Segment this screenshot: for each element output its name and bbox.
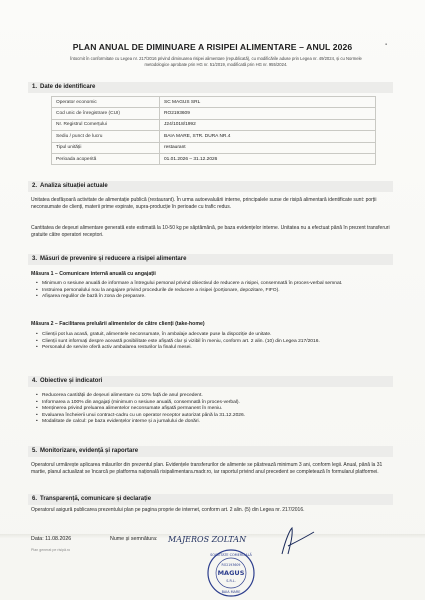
signature-handwriting: MAJEROS ZOLTAN bbox=[168, 535, 247, 544]
list-item: • Afișarea regulilor de bază în zona de preparare. bbox=[36, 294, 386, 301]
list-item: • Personalul de servire oferă activ ambalarea resturilor la finalul mesei. bbox=[36, 345, 386, 352]
transparency-paragraph: Operatorul asigură publicarea prezentului plan pe pagina proprie de internet, conform art. 2 alin. (5) din Legea nr. 217/2016. bbox=[31, 507, 305, 513]
table-row: Nr. Registrul Comerțului J24/1018/1992 bbox=[52, 119, 376, 130]
signature-date: Data: 11.08.2026 bbox=[31, 536, 72, 542]
monitoring-paragraph: Operatorul urmărește aplicarea măsurilor din prezentul plan. Evidențele transferurilor de alimente se păstrează minimum 3 ani, conform legii. Anual, până la 31 martie, planul actualizat se încarcă pe platforma națională risipalimentara.madr.ro, iar raportul privind anul precedent se completează în formularul platformei. bbox=[31, 462, 383, 475]
analysis-paragraph-2: Cantitatea de deșeuri alimentare generată este estimată la 10-50 kg pe săptămână, pe baza evidențelor interne. Unitatea nu a efectuat până în prezent transferuri gratuite către operatori receptori. bbox=[31, 225, 390, 238]
list-item: • Instruirea personalului nou la angajare privind procedurile de reducere a risipei (porționare, depozitare, FIFO). bbox=[36, 288, 386, 295]
table-row: Operator economic SC MAGUS SRL bbox=[52, 97, 376, 108]
identification-table bbox=[51, 96, 376, 165]
section-3-header: 3. Măsuri de prevenire și reducere a risipei alimentare bbox=[28, 254, 393, 265]
analysis-paragraph-1: Unitatea desfășoară activitate de alimentație publică (restaurant). În urma autoevaluării interne, principalele surse de risipă alimentară identificate sunt: porții neconsumate de clienți, materii prime expirate, supra-producție în perioade cu trafic redus. bbox=[31, 197, 377, 210]
measure-2-title: Măsura 2 – Facilitarea preluării alimentelor de către clienți (take-home) bbox=[31, 321, 205, 327]
section-1-header: 1. Date de identificare bbox=[28, 82, 393, 93]
table-row: Tipul unității restaurant bbox=[52, 142, 376, 153]
corner-mark: ▪ bbox=[385, 42, 388, 48]
list-item: • Clienții pot lua acasă, gratuit, alimentele neconsumate, în ambalaje adecvate puse la dispoziție de unitate. bbox=[36, 332, 386, 339]
document-subtitle: Întocmit în conformitate cu Legea nr. 217/2016 privind diminuarea risipei alimentare (republicată), cu modificările aduse prin Legea nr. 49/2024, și cu Normele metodologice aprobate prin HG nr. 51/2019, modificată prin HG nr. 955/2024. bbox=[70, 56, 362, 67]
section-2-header: 2. Analiza situației actuale bbox=[28, 181, 393, 192]
list-item: • Modalitate de calcul: pe baza evidențelor interne și a jurnalului de donări. bbox=[36, 419, 386, 426]
table-row: Sediu / punct de lucru BAIA MARE, STR. DURA NR.4 bbox=[52, 131, 376, 142]
stamp-cui: RO2193609 bbox=[221, 563, 241, 567]
section-5-header: 5. Monitorizare, evidență și raportare bbox=[28, 446, 393, 457]
table-row: Perioada acoperită 01.01.2026 – 31.12.2026 bbox=[52, 153, 376, 164]
signature-name-label: Nume și semnătura: bbox=[110, 536, 158, 542]
stamp-name: MAGUS bbox=[217, 569, 245, 577]
measure-2-list bbox=[36, 332, 386, 352]
list-item: • Evaluarea încheierii unui contract-cadru cu un operator receptor autorizat până la 31.12.2026. bbox=[36, 413, 386, 420]
list-item: • Minimum o sesiune anuală de informare a întregului personal privind obiectivul de reducere a risipei, consemnată în proces-verbal semnat. bbox=[36, 281, 386, 288]
list-item: • Informarea a 100% din angajați (minimum o sesiune anuală, consemnată în proces-verbal). bbox=[36, 400, 386, 407]
company-stamp bbox=[206, 548, 256, 598]
stamp-form: S.R.L. bbox=[226, 579, 236, 583]
objectives-list bbox=[36, 393, 386, 426]
signature-scribble bbox=[282, 528, 314, 554]
measure-1-title: Măsura 1 – Comunicare internă anuală cu angajații bbox=[31, 271, 156, 277]
measure-1-list bbox=[36, 281, 386, 301]
stamp-top-text: SOCIETATE COMERCIALĂ bbox=[210, 553, 252, 557]
section-6-header: 6. Transparență, comunicare și declarație bbox=[28, 494, 393, 505]
section-4-header: 4. Obiective și indicatori bbox=[28, 376, 393, 387]
stamp-city: BAIA MARE bbox=[221, 590, 241, 594]
footnote: Plan generat pe risipă.ro bbox=[31, 548, 71, 552]
list-item: • Reducerea cantității de deșeuri alimentare cu 10% față de anul precedent. bbox=[36, 393, 386, 400]
document-title: PLAN ANUAL DE DIMINUARE A RISIPEI ALIMENTARE – ANUL 2026 bbox=[72, 42, 353, 52]
list-item: • Menținerea privind preluarea alimentelor neconsumate afișată permanent în meniu. bbox=[36, 406, 386, 413]
table-row: Cod unic de înregistrare (CUI) RO2193609 bbox=[52, 108, 376, 119]
list-item: • Clienții sunt informați despre această posibilitate este afișată clar și vizibil în meniu, conform art. 2 alin. (10) din Legea 217/2016. bbox=[36, 339, 386, 346]
